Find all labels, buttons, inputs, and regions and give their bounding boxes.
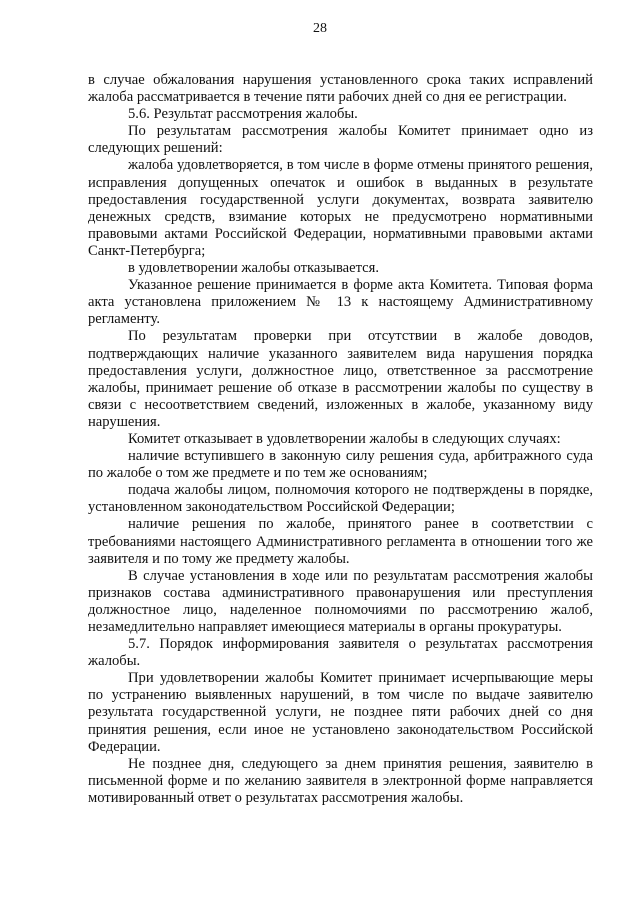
paragraph: Комитет отказывает в удовлетворении жалобы в следующих случаях:: [128, 430, 561, 447]
paragraph: в удовлетворении жалобы отказывается.: [128, 260, 380, 277]
page-number: 28: [313, 21, 327, 36]
paragraph: По результатам проверки при отсутствии в жалобе доводов, подтверждающих наличие указанного заявителем вида нарушения порядка предоставления услуги, должностное лицо, ответственное за рассмотрение жалобы, принимает решение об отказе в рассмотрении жалобы по существу в связи с несоответствием сведений, изложенных в жалобе, указанному виду нарушения.: [88, 328, 593, 430]
paragraph: В случае установления в ходе или по результатам рассмотрения жалобы признаков состава административного правонарушения или преступления должностное лицо, наделенное полномочиями по рассмотрению жалоб, незамедлительно направляет имеющиеся материалы в органы прокуратуры.: [88, 567, 593, 635]
paragraph: 5.6. Результат рассмотрения жалобы.: [128, 106, 358, 123]
paragraph: наличие вступившего в законную силу решения суда, арбитражного суда по жалобе о том же предмете и по тем же основаниям;: [88, 448, 593, 482]
paragraph: наличие решения по жалобе, принятого ранее в соответствии с требованиями настоящего Административного регламента в отношении того же заявителя и по тому же предмету жалобы.: [88, 516, 593, 567]
paragraph: 5.7. Порядок информирования заявителя о результатах рассмотрения жалобы.: [88, 636, 593, 670]
paragraph: По результатам рассмотрения жалобы Комитет принимает одно из следующих решений:: [88, 123, 593, 157]
paragraph: в случае обжалования нарушения установленного срока таких исправлений жалоба рассматривается в течение пяти рабочих дней со дня ее регистрации.: [88, 72, 593, 106]
document-body: [88, 72, 593, 807]
paragraph: При удовлетворении жалобы Комитет принимает исчерпывающие меры по устранению выявленных нарушений, в том числе по выдаче заявителю результата государственной услуги, не позднее пяти рабочих дней со дня принятия решения, если иное не установлено законодательством Российской Федерации.: [88, 670, 593, 755]
paragraph: жалоба удовлетворяется, в том числе в форме отмены принятого решения, исправления допущенных опечаток и ошибок в выданных в результате предоставления государственной услуги документах, возврата заявителю денежных средств, взимание которых не предусмотрено нормативными правовыми актами Российской Федерации, нормативными правовыми актами Санкт-Петербурга;: [88, 157, 593, 259]
paragraph: Указанное решение принимается в форме акта Комитета. Типовая форма акта установлена приложением № 13 к настоящему Административному регламенту.: [88, 277, 593, 328]
paragraph: Не позднее дня, следующего за днем принятия решения, заявителю в письменной форме и по желанию заявителя в электронной форме направляется мотивированный ответ о результатах рассмотрения жалобы.: [88, 755, 593, 806]
paragraph: подача жалобы лицом, полномочия которого не подтверждены в порядке, установленном законодательством Российской Федерации;: [88, 482, 593, 516]
